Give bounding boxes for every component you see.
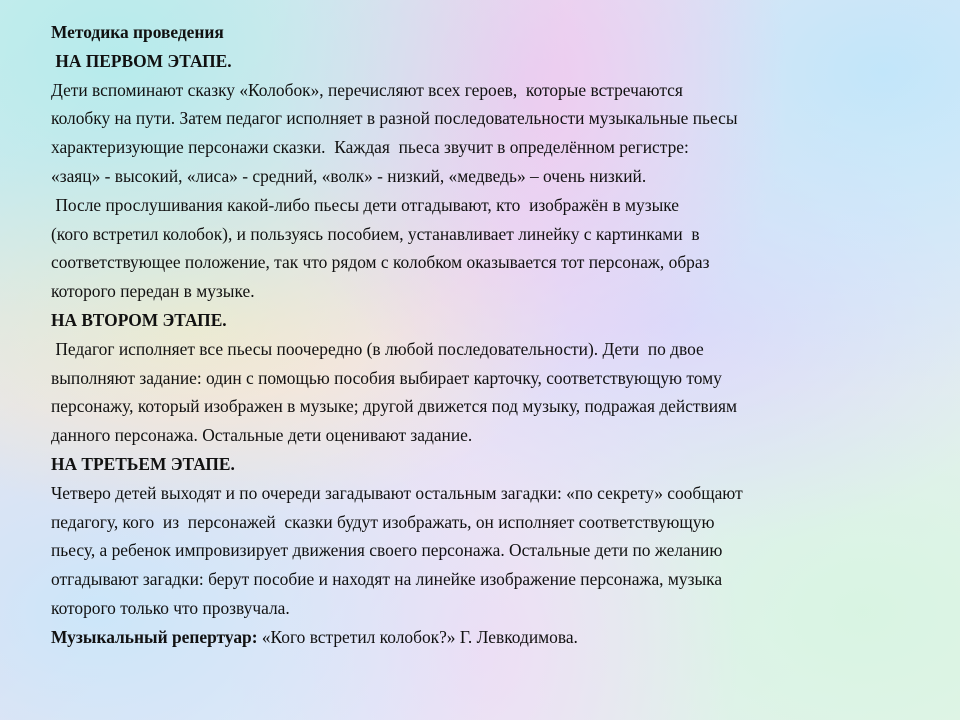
section-heading: НА ТРЕТЬЕМ ЭТАПЕ.: [51, 453, 235, 474]
text-line: Дети вспоминают сказку «Колобок», перечисляют всех героев, которые встречаются: [51, 79, 683, 100]
text-line: педагогу, кого из персонажей сказки будут изображать, он исполняет соответствующую: [51, 511, 715, 532]
text-line: выполняют задание: один с помощью пособия выбирает карточку, соответствующую тому: [51, 367, 722, 388]
slide-text: [51, 18, 931, 652]
text-line: пьесу, а ребенок импровизирует движения своего персонажа. Остальные дети по желанию: [51, 540, 723, 561]
text-line: характеризующие персонажи сказки. Каждая пьеса звучит в определённом регистре:: [51, 137, 689, 158]
text-line: Педагог исполняет все пьесы поочередно (в любой последовательности). Дети по двое: [51, 338, 704, 359]
text-line: соответствующее положение, так что рядом с колобком оказывается тот персонаж, образ: [51, 252, 710, 273]
text-line: «заяц» - высокий, «лиса» - средний, «волк» - низкий, «медведь» – очень низкий.: [51, 165, 647, 186]
text-line: (кого встретил колобок), и пользуясь пособием, устанавливает линейку с картинками в: [51, 223, 700, 244]
text-line: данного персонажа. Остальные дети оценивают задание.: [51, 425, 473, 446]
text-line: отгадывают загадки: берут пособие и находят на линейке изображение персонажа, музыка: [51, 569, 723, 590]
text-line: персонажу, который изображен в музыке; другой движется под музыку, подражая действиям: [51, 396, 738, 417]
text-line: После прослушивания какой-либо пьесы дети отгадывают, кто изображён в музыке: [51, 194, 680, 215]
repertoire-line: [51, 623, 931, 652]
section-heading: НА ВТОРОМ ЭТАПЕ.: [51, 309, 227, 330]
section-heading: НА ПЕРВОМ ЭТАПЕ.: [51, 50, 232, 71]
repertoire-text: «Кого встретил колобок?» Г. Левкодимова.: [257, 626, 578, 647]
text-line: колобку на пути. Затем педагог исполняет в разной последовательности музыкальные пьесы: [51, 108, 738, 129]
text-line: которого только что прозвучала.: [51, 597, 290, 618]
text-line: Четверо детей выходят и по очереди загадывают остальным загадки: «по секрету» сообщают: [51, 482, 743, 503]
section-heading: Методика проведения: [51, 22, 224, 42]
text-line: которого передан в музыке.: [51, 281, 255, 302]
text-lines: [51, 18, 931, 623]
repertoire-label: Музыкальный репертуар:: [51, 626, 258, 647]
